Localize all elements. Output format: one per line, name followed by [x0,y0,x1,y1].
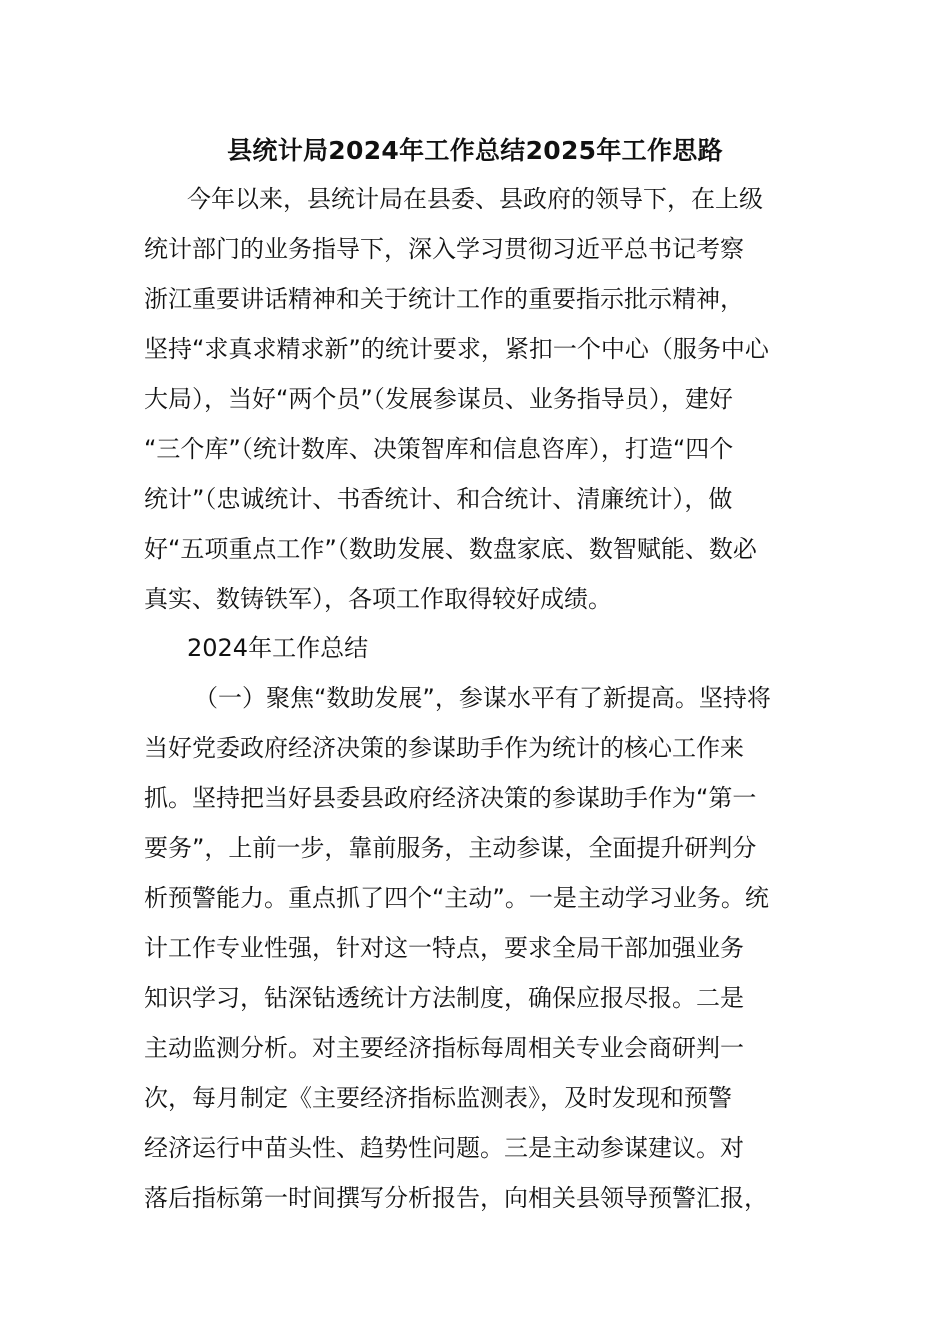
paragraph-line: 知识学习，钻深钻透统计方法制度，确保应报尽报。二是 [144,984,744,1012]
paragraph-line: 主动监测分析。对主要经济指标每周相关专业会商研判一 [144,1034,744,1062]
paragraph-line: “三个库”（统计数库、决策智库和信息咨库），打造“四个 [144,435,734,463]
section-heading: 2024年工作总结 [187,634,369,662]
paragraph-line: 真实、数铸铁军），各项工作取得较好成绩。 [144,585,612,613]
paragraph-line: 要务”，上前一步，靠前服务，主动参谋，全面提升研判分 [144,834,757,862]
paragraph-line: 落后指标第一时间撰写分析报告，向相关县领导预警汇报， [144,1184,768,1212]
paragraph-line: （一）聚焦“数助发展”，参谋水平有了新提高。坚持将 [194,684,771,712]
paragraph-line: 大局），当好“两个员”（发展参谋员、业务指导员），建好 [144,385,733,413]
intro-paragraph [144,174,824,624]
paragraph-line: 好“五项重点工作”（数助发展、数盘家底、数智赋能、数必 [144,535,757,563]
paragraph-line: 次，每月制定《主要经济指标监测表》，及时发现和预警 [144,1084,732,1112]
paragraph-line: 析预警能力。重点抓了四个“主动”。一是主动学习业务。统 [144,884,769,912]
document-title: 县统计局2024年工作总结2025年工作思路 [227,136,723,165]
paragraph-line: 统计”（忠诚统计、书香统计、和合统计、清廉统计），做 [144,485,733,513]
section-1-paragraph [144,673,824,1223]
paragraph-line: 当好党委政府经济决策的参谋助手作为统计的核心工作来 [144,734,744,762]
paragraph-line: 坚持“求真求精求新”的统计要求，紧扣一个中心（服务中心 [144,335,769,363]
paragraph-line: 统计部门的业务指导下，深入学习贯彻习近平总书记考察 [144,235,744,263]
paragraph-line: 计工作专业性强，针对这一特点，要求全局干部加强业务 [144,934,744,962]
paragraph-line: 抓。坚持把当好县委县政府经济决策的参谋助手作为“第一 [144,784,757,812]
section-heading-block [144,623,824,673]
paragraph-line: 浙江重要讲话精神和关于统计工作的重要指示批示精神， [144,285,744,313]
paragraph-line: 今年以来，县统计局在县委、县政府的领导下，在上级 [187,185,763,213]
paragraph-line: 经济运行中苗头性、趋势性问题。三是主动参谋建议。对 [144,1134,744,1162]
